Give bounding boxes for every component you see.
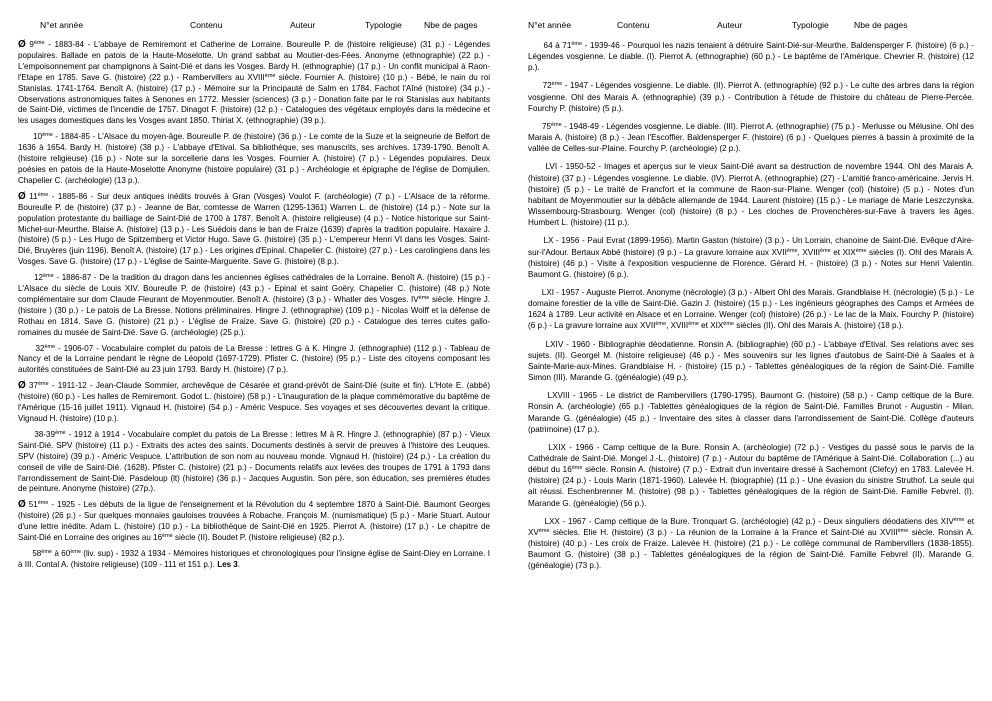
bulletin-entry: 10ème - 1884-85 - L'Alsace du moyen-âge. Boureulle P. de (histoire) (36 p.) - Le comte de la Suze et la seigneurie de Belfort de 1636 à 1654. Bardy H. (histoire) (38 p.) - L'abbaye d'Etival. Sa bibliothèque, ses manuscrits, ses archives. 1739-1790. Benoît A. (histoire religieuse) (16 p.) - Note sur la sorcellerie dans les Vosges. Fournier A. (histoire) (7 p.) - Légendes populaires. Deux poésies en patois de la Haute-Moselotte Anonyme (histoire populaire) (31 p.) - Archéologie et épigraphe de l'église de Domjulien. Chapelier C. (archéologie) (13 p.). [18, 132, 490, 185]
bulletin-entry: 64 à 71ème - 1939-46 - Pourquoi les nazis tenaient à détruire Saint-Dié-sur-Meurthe. Baldensperger F. (histoire) (6 p.) - Légendes vosgienne. Le diable. (I). Pierrot A. (ethnographie) (60 p.) - Le baptême de l'Amérique. Chevrier R. (histoire) (12 p.). [528, 41, 974, 73]
bulletin-entry: LXI - 1957 - Auguste Pierrot. Anonyme (nécrologie) (3 p.) - Albert Ohl des Marais. Grandblaise H. (nécrologie) (5 p.) - Le domaine forestier de la ville de Saint-Dié. Gazin J. (histoire) (15 p.) - Les ingénieurs géographes des Camps et Armées de 1624 à 1789. Leur activité en Alsace et en Lorraine. Wenger (col) (histoire) (26 p.) - Le lac de la Maix. Fourchy P. (histoire) (6 p.) - La gravure lorraine aux XVIIème, XVIIIème et XIXème siècles (II). Ohl des Marais A. (histoire) (18 p.). [528, 287, 974, 331]
left-column [18, 0, 490, 576]
bulletin-entry: 75ème - 1948-49 - Légendes vosgienne. Le diable. (III). Pierrot A. (ethnographie) (75 p.) - Merlusse ou Mélusine. Ohl des Marais A. (histoire) (8 p.) - Jean l'Escoffier. Baldensperger F. (histoire) (6 p.) - Quelques pierres à bassin à proximité de la vallée de Celles-sur-Plaine. Fourchy P. (archéologie) (2 p.). [528, 121, 974, 154]
header-numero: N°et année [528, 20, 572, 30]
header-auteur: Auteur [290, 20, 316, 30]
bulletin-entry: 72ème - 1947 - Légendes vosgienne. Le diable. (II). Pierrot A. (ethnographie) (92 p.) - Le culte des arbres dans la région vosgienne. Ohl des Marais A. (ethnographie) (39 p.) - Contribution à l'étude de l'histoire du château de Pierre-Percée. Fourchy P. (histoire) (5 p.). [528, 81, 974, 113]
bulletin-entry: Ø 11ème - 1885-86 - Sur deux antiques inédits trouvés à Gran (Vosges) Voulot F. (archéologie) (7 p.) - L'Alsace de la réforme. Boureulle P. de (histoire) (37 p.) - Jeanne de Bar, comtesse de Warren (1295-1361) Warren L. de (histoire) (14 p.) - Note sur la population protestante du bailliage de Saint-Dié de 1700 à 1787. Benoît A. (histoire religieuse) (4 p.) - Notice historique sur Saint-Michel-sur-Meurthe. Blaise A. (histoire) (13 p.) - Les Suédois dans le ban de Fraize (1639) d'après la tradition populaire. Haxaire J. (histoire) (5 p.) - Les Hugo de Spitzemberg et Victor Hugo. Save G. (histoire) (35 p.) - L'empereur Henri VI dans les Vosges. Saint-Dié, Bruyères (juin 1196). Benoît A. (histoire) (17 p.) - Les origines d'Epinal. Chapelier C. (histoire) (27 p.) - Les carolingiens dans les Vosges. Save G. (histoire) (17 p.) - L'église de Sainte-Marguerite. Save G. (histoire) (8 p.). [18, 190, 490, 267]
header-contenu: Contenu [190, 20, 223, 30]
header-contenu: Contenu [617, 20, 650, 30]
bulletin-entry: LXIX - 1966 - Camp celtique de la Bure. Ronsin A. (archéologie) (72 p.) - Vestiges du passé sous le parvis de la Cathédrale de Saint-Dié. Mongel J.-L. (histoire) (7 p.) - Autour du baptême de l'Amérique à Saint-Dié. Collaboration (...) au début du 16ème siècle. Ronsin A. (histoire) (7 p.) - Extrait d'un inventaire dressé à Sachemont (Clefcy) en 1783. Lalevée H. (histoire) (24 p.) - Louis Marin (1871-1960). Lalevée H. (biographie) (11 p.) - Une évasion du sinistre Struthof. La seule qui ait réussi. Eschenbrenner M. (histoire) (98 p.) - Tablettes généalogiques de la région de Saint-Dié. Famille Febvrel. (I). Marande G. (généalogie) (56 p.). [528, 442, 974, 508]
header-pages: Nbe de pages [854, 20, 908, 30]
header-numero: N°et année [40, 20, 84, 30]
bulletin-entry: 12ème - 1886-87 - De la tradition du dragon dans les anciennes églises cathédrales de la Lorraine. Benoît A. (histoire) (15 p.) - L'Alsace du siècle de Louis XIV. Boureulle P. de (histoire) (43 p.) - Epinal et saint Goëry. Chapelier C. (histoire) (48 p.) Note complémentaire sur dom Claude Fleurant de Moyenmoutier. Benoît A. (histoire) (3 p.) - Whatler des Vosges. IVème siècle. Hingre J. (histoire ) (30 p.) - Le patois de La Bresse. Notions préliminaires. Hingre J. (ethnographie) (109 p.) - Nicolas Wolff et la défense de Rothau en 1814. Save G. (histoire) (21 p.) - L'église de Fraize. Save G. (histoire) (20 p.) - Catalogue des terres cuites gallo-romaines du musée de Saint-Dié. Save G. (archéologie) (25 p.). [18, 273, 490, 337]
header-typologie: Typologie [365, 20, 402, 30]
bulletin-entry: 32ème - 1906-07 - Vocabulaire complet du patois de La Bresse : lettres G à K. Hingre J. (ethnographie) (112 p.) - Tableau de Nancy et de la Lorraine pendant le règne de Léopold (1697-1729). Pfister C. (histoire) (95 p.) - Liste des citoyens composant les autorités constituées de Saint-Dié au 23 juin 1793. Bardy H. (histoire) (7 p.). [18, 343, 490, 375]
bulletin-entry: LX - 1956 - Paul Evrat (1899-1956). Martin Gaston (histoire) (3 p.) - Un Lorrain, chanoine de Saint-Dié. Evêque d'Aire-sur-l'Adour. Bertaux Abbé (histoire) (9 p.) - La gravure lorraine aux XVIIème, XVIIIème et XIXème siècles (I). Ohl des Marais A. (histoire) (46 p.) - Visite à l'exposition vespucienne de Florence. Gérard H. - (histoire) (3 p.) - Notes sur Henri Valentin. Baumont G. (histoire) (6 p.). [528, 236, 974, 279]
bulletin-entry: LXIV - 1960 - Bibliographie déodatienne. Ronsin A. (bibliographie) (60 p.) - L'abbaye d'Etival. Ses relations avec ses sujets. (II). Georgel M. (histoire religieuse) (46 p.) - Mes souvenirs sur les lignes d'autobus de Saint-Dié à Saales et à Sainte-Marie-aux-Mines. Grandblaise H. - (histoire) (15 p.) - Tablettes généalogiques de la région de Saint-Dié. Famille Simon (III). Marande G. (généalogie) (49 p.). [528, 339, 974, 383]
bulletin-entry: Ø 51ème - 1925 - Les débuts de la ligue de l'enseignement et la Révolution du 4 septembre 1870 à Saint-Dié. Baumont Georges (histoire) (26 p.) - Sur quelques monnaies gauloises trouvées à Robache. François M. (numismatique) (5 p.) - Marie Stuart. Autour d'une lettre inédite. Adam L. (histoire) (10 p.) - La bibliothèque de Saint-Dié en 1925. Pierrot A. (histoire) (17 p.) - Le chapitre de Saint-Dié en Lorraine des origines au 16ème siècle (II). Boudet P. (histoire religieuse) (82 p.). [18, 499, 491, 543]
left-column-header [18, 0, 490, 40]
right-entry-list [528, 40, 974, 572]
bulletin-entry: LVI - 1950-52 - Images et aperçus sur le vieux Saint-Dié avant sa destruction de novembre 1944. Ohl des Marais A. (histoire) (37 p.) - Légendes vosgienne. Le diable. (IV). Pierrot A. (ethnographie) (27) - L'amitié franco-américaine. Jervis H. (histoire) (5 p.) - Le traité de Francfort et la commune de Raon-sur-Plaine. Wenger (col) (histoire) (5 p.) - Notes d'un habitant de Moyenmoutier sur la débâcle allemande de 1944. Laurent (histoire) (15 p.) - Le mariage de Marie Leszczynska. Wissembourg-Strasbourg. Wenger (col) (histoire) (8 p.) - Les cloches de Provenchères-sur-Fave à travers les âges. Humbert L. (histoire) (11 p.). [528, 162, 974, 228]
header-typologie: Typologie [792, 20, 829, 30]
bulletin-entry: 38-39ème - 1912 à 1914 - Vocabulaire complet du patois de La Bresse : lettres M à R. Hingre J. (ethnographie) (87 p.) - Vieux Saint-Dié. SPV (histoire) (11 p.) - Extraits des actes des saints. Documents destinés à servir de preuves à l'histoire des Leuques. SPV (histoire) (39 p.) - Améric Vespuce. L'attribution de son nom au nouveau monde. Vignaud H. (histoire) (24 p.) - La création du conseil de ville de Saint-Dié. (1628). Pfister C. (histoire) (21 p.) - Documents relatifs aux levées des troupes de 1791 à 1793 dans l'arrondissement de Saint-Dié. Pasdeloup (lt) (histoire) (36 p.) - Jacques Augustin. Son père, son éducation, ses premières études de peinture. Anonyme (histoire) (27p.). [18, 429, 490, 494]
left-entry-list [18, 40, 490, 571]
bulletin-entry: LXVIII - 1965 - Le district de Rambervillers (1790-1795). Baumont G. (histoire) (58 p.) - Camp celtique de la Bure. Ronsin A. (archéologie) (65 p.) -Tablettes généalogiques de la région de Saint-Dié. Familles Brunot - Augustin - Milan. Marande G. (généalogie) (45 p.) - Inventaire des sites à classer dans l'arrondissement de Saint-Dié. Collège d'auteurs (patrimoine) (17 p.). [528, 391, 974, 434]
right-column [528, 0, 974, 579]
bulletin-entry: Ø 9ème - 1883-84 - L'abbaye de Remiremont et Catherine de Lorraine. Boureulle P. de (histoire religieuse) (31 p.) - Légendes populaires. Ballade en patois de la Haute-Moselotte. Un grand sabbat au Moutier-des-Fées. Anonyme (ethnographie) (22 p.) - L'empoisonnement par champignons à Saint-Dié et dans les Vosges. Bardy H. (ethnographie) (17 p.) - Un conflit municipal à Raon-l'Etape en 1785. Save G. (histoire) (22 p.) - Rambervillers au XVIIIème siècle. Fournier A. (histoire) (10 p.) - Bébé, le nain du roi Stanislas. 1741-1764. Benoît A. (histoire) (17 p.) - Mémoire sur la Principauté de Salm en 1784. Fachot l'Aîné (histoire) (34 p.) - Observations astronomiques faites à Senones en 1772. Messier (sciences) (3 p.) - Donation faite par le roi Stanislas aux habitants de Saint-Dié, victimes de l'incendie de 1757. Dinagot F. (histoire) (12 p.) - Catalogues des végétaux employés dans la médecine et les usages domestiques dans les Vosges avant 1850. Thiriat X. (ethnographie) (39 p.). [18, 39, 490, 126]
bulletin-entry: Ø 37ème - 1911-12 - Jean-Claude Sommier, archevêque de Césarée et grand-prévôt de Saint-Dié (suite et fin). L'Hote E. (abbé) (histoire) (60 p.) - Les halles de Remiremont. Godot L. (histoire) (58 p.) - L'inauguration de la plaque commémorative du baptême de l'Amérique (15-16 juillet 1911). Vignaud H. (histoire) (54 p.) - Améric Vespuce. Ses voyages et ses découvertes devant la critique. Vignaud H. (histoire) (10 p.). [18, 380, 490, 423]
right-column-header [528, 0, 974, 40]
header-auteur: Auteur [717, 20, 743, 30]
header-pages: Nbe de pages [424, 20, 478, 30]
bulletin-entry: 58ème à 60ème (liv. sup) - 1932 à 1934 - Mémoires historiques et chronologiques pour l'insigne église de Saint-Diey en Lorraine. I à III. Contal A. (histoire religieuse) (109 - 111 et 151 p.). Les 3. [18, 548, 490, 569]
bulletin-entry: LXX - 1967 - Camp celtique de la Bure. Tronquart G. (archéologie) (42 p.) - Deux singuliers déodatiens des XIVème et XVème siècles. Elie H. (histoire) (3 p.) - La réunion de la Lorraine à la France et Saint-Dié au XVIIIème siècle. Ronsin A. (histoire) (40 p.) - Les croix de Fraize. Lalevée H. (histoire) (21 p.) - Le collège communal de Rambervillers (1838-1855). Baumont G. (histoire) (38 p.) - Tablettes généalogiques de la région de Saint-Dié. Famille Febvrel (II). Marande G. (généalogie) (73 p.). [528, 516, 974, 571]
